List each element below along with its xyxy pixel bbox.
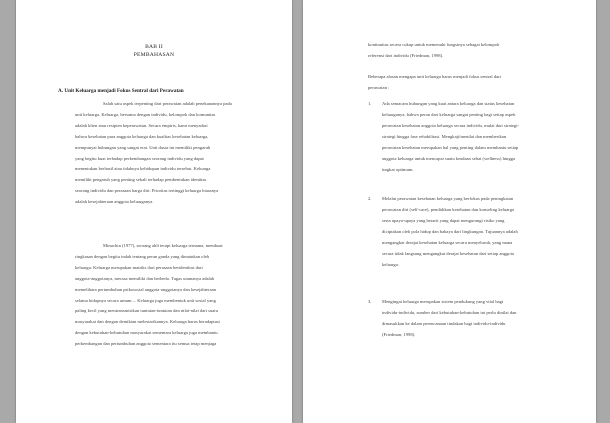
text-line: Salah satu aspek terpenting dari perawatan adalah penekanannya pada: [103, 101, 232, 106]
text-line: masyarakat dan dengan demikian melestarikannya. Keluarga harus beradaptasi: [75, 319, 220, 325]
text-line: ringkasan dengan begitu indah tentang peran ganda yang dimainkan oleh: [75, 253, 210, 259]
list-item-line: strategi hingga fase rehabilitasi. Mengkaji/menilai dan memberikan: [382, 134, 507, 139]
list-item-line: mengangkat derajat kesehatan keluarga secara menyeluruh, yang mana: [382, 240, 513, 245]
text-line: Minuchin (1977), seorang ahli terapi keluarga ternama, membuat: [103, 243, 223, 248]
text-line: seorang individu dan perasaan harga diri. Prioritas tertinggi keluarga biasanya: [75, 188, 219, 194]
section-heading: A. Unit Keluarga menjadi Fokus Sentral dari Perawatan: [58, 88, 184, 94]
list-number: 2.: [368, 196, 372, 201]
list-item-line: secara tidak langsung mengangkat derajat kesehatan dari setiap anggota: [382, 251, 514, 256]
text-line: kontinuitas secara cukup untuk memenuhi fungsinya sebagai kelompok: [368, 42, 500, 47]
list-item-line: anggota keluarga untuk mencapai suatu keadaan sehat (wellness) hingga: [382, 156, 516, 161]
text-line: unit keluarga. Keluarga, bersama dengan individu, kelompok dan komunitas: [75, 111, 216, 117]
list-item-line: perawatan kesehatan merupakan hal yang penting dalam membantu setiap: [382, 145, 519, 150]
list-item-line: serta upaya-upaya yang berarti yang dapat mengurangi risiko yang: [382, 218, 505, 223]
list-item-line: tingkat optimum.: [382, 167, 414, 172]
text-line: memelihara pertumbuhan psikososial anggota-anggotanya dan kesejahteraan: [75, 286, 216, 292]
text-line: keluarga: Keluarga merupakan matriks dari perasaan beridentitas dari: [75, 264, 203, 270]
text-line: Beberapa alasan mengapa unit keluarga harus menjadi fokus sentral dari: [368, 74, 501, 79]
text-line: paling kecil yang mentransmisikan tuntutan-tuntutan dan nilai-nilai dari suatu: [75, 308, 218, 314]
text-line: adalah klien atau resipien keperawatan. Secara empiris, kami menyadari: [75, 122, 208, 128]
text-line: menentukan berhasil atau tidaknya kehidupan individu tersebut. Keluarga: [75, 166, 211, 172]
text-line: dengan kebutuhan-kebutuhan masyarakat sementara keluarga juga membantu: [75, 330, 218, 336]
list-item-line: perawatan diri (self-care), pendidikan kesehatan dan konseling keluarga: [382, 207, 515, 212]
list-item-line: individu-individu, sumber dari kebutuhan-kebutuhan ini perlu dinilai dan: [382, 310, 517, 315]
list-item-line: diciptakan oleh pola hidup dan bahaya dari lingkungan. Tujuannya adalah: [382, 229, 518, 234]
text-line: mempunyai hubungan yang sangat erat. Unit dasar ini memiliki pengaruh: [75, 144, 211, 150]
chapter-number: BAB II: [145, 44, 163, 50]
text-line: memiliki pengaruh yang penting sekali terhadap pembentukan identitas: [75, 177, 207, 183]
list-item-line: keluarga.: [382, 262, 399, 267]
text-line: yang begitu kuat terhadap perkembangan seorang individu yang dapat: [75, 155, 204, 161]
text-line: adalah kesejahteraan anggota keluarganya.: [75, 199, 154, 205]
text-line: selama hidupnya secara umum.... Keluarga juga membentuk unit sosial yang: [75, 297, 216, 303]
list-item-line: (Friedman, 1998).: [382, 332, 416, 337]
document-page-right: [303, 0, 596, 423]
list-item-line: Ada semacam hubungan yang kuat antara keluarga dan status kesehatan: [382, 101, 515, 106]
list-number: 1.: [368, 101, 372, 106]
list-number: 3.: [368, 299, 372, 304]
text-line: anggota-anggotanya, merasa memiliki dan berbeda. Tugas utamanya adalah: [75, 275, 215, 281]
text-line: perkembangan dan pertumbuhan anggota sementara itu semua tetap menjaga: [75, 341, 217, 347]
text-line: bahwa kesehatan para anggota keluarga dan kualitas kesehatan keluarga,: [75, 133, 209, 139]
list-item-line: Mengingat keluarga merupakan sistem pendukung yang vital bagi: [382, 299, 504, 304]
document-page-left: [16, 0, 292, 423]
text-line: perawatan :: [368, 85, 390, 90]
list-item-line: perawatan kesehatan anggota keluarga secara individu, mulai dari strategi-: [382, 123, 520, 128]
list-item-line: keluarganya, bahwa peran dari keluarga sangat penting bagi setiap aspek: [382, 112, 516, 117]
chapter-title: PEMBAHASAN: [133, 52, 175, 58]
list-item-line: Melalui perawatan kesehatan keluarga yang berfokus pada peningkatan: [382, 196, 514, 201]
list-item-line: dimasukkan ke dalam perencanaan tindakan bagi individu-individu: [382, 321, 506, 326]
text-line: referensi dari individu (Friedman, 1998).: [368, 53, 444, 58]
